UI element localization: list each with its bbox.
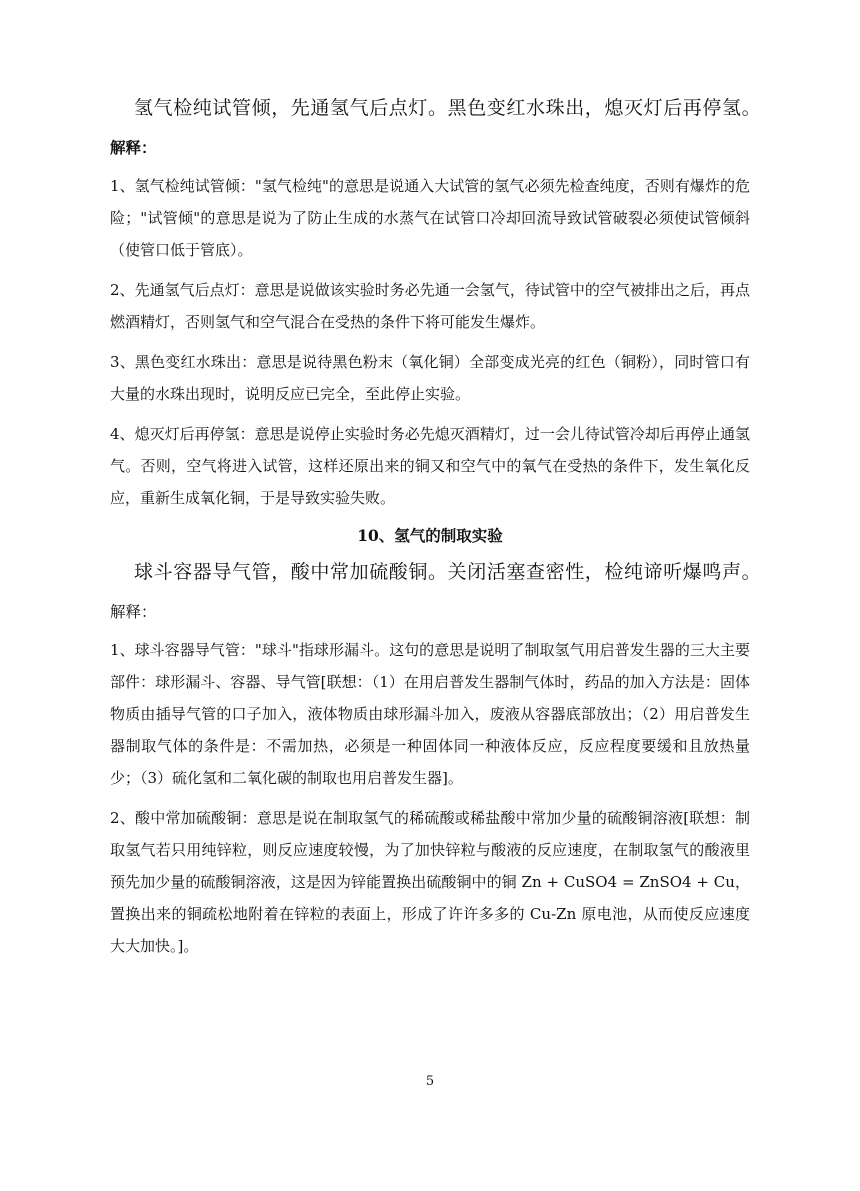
explanation-paragraph: 4、熄灭灯后再停氢：意思是说停止实验时务必先熄灭酒精灯，过一会儿待试管冷却后再停止通氢气。否则，空气将进入试管，这样还原出来的铜又和空气中的氧气在受热的条件下，发生氧化反应，重新生成氧化铜，于是导致实验失败。 <box>110 425 750 507</box>
mnemonic-verse-reduction: 氢气检纯试管倾，先通氢气后点灯。黑色变红水珠出，熄灭灯后再停氢。 <box>134 97 762 119</box>
explanation-label: 解释： <box>110 603 157 621</box>
explanation-paragraph: 1、球斗容器导气管："球斗"指球形漏斗。这句的意思是说明了制取氢气用启普发生器的三大主要部件：球形漏斗、容器、导气管[联想：（1）在用启普发生器制气体时，药品的加入方法是：固体物质由插导气管的口子加入，液体物质由球形漏斗加入，废液从容器底部放出；（2）用启普发生器制取气体的条件是：不需加热，必须是一种固体同一种液体反应，反应程度要缓和且放热量少；（3）硫化氢和二氧化碳的制取也用启普发生器]。 <box>110 641 750 787</box>
section-heading: 10、氢气的制取实验 <box>357 526 503 545</box>
explanation-paragraph: 2、先通氢气后点灯：意思是说做该实验时务必先通一会氢气，待试管中的空气被排出之后，再点燃酒精灯，否则氢气和空气混合在受热的条件下将可能发生爆炸。 <box>110 281 750 331</box>
explanation-label: 解释： <box>110 138 157 157</box>
explanation-paragraph: 3、黑色变红水珠出：意思是说待黑色粉末（氧化铜）全部变成光亮的红色（铜粉），同时管口有大量的水珠出现时，说明反应已完全，至此停止实验。 <box>110 353 750 403</box>
explanation-paragraph: 1、氢气检纯试管倾："氢气检纯"的意思是说通入大试管的氢气必须先检查纯度，否则有爆炸的危险；"试管倾"的意思是说为了防止生成的水蒸气在试管口冷却回流导致试管破裂必须使试管倾斜（使管口低于管底）。 <box>110 177 750 259</box>
explanation-paragraph: 2、酸中常加硫酸铜：意思是说在制取氢气的稀硫酸或稀盐酸中常加少量的硫酸铜溶液[联想：制取氢气若只用纯锌粒，则反应速度较慢，为了加快锌粒与酸液的反应速度，在制取氢气的酸液里预先加少量的硫酸铜溶液，这是因为锌能置换出硫酸铜中的铜 Zn + CuSO4 = ZnSO4 + Cu，置换出来的铜疏松地附着在锌粒的表面上，形成了许许多多的 Cu-Zn 原电池，从而使反应速度大大加快。]。 <box>110 809 750 955</box>
page-number: 5 <box>425 1074 435 1089</box>
document-page <box>110 92 762 970</box>
mnemonic-verse-preparation: 球斗容器导气管，酸中常加硫酸铜。关闭活塞查密性，检纯谛听爆鸣声。 <box>134 561 762 583</box>
